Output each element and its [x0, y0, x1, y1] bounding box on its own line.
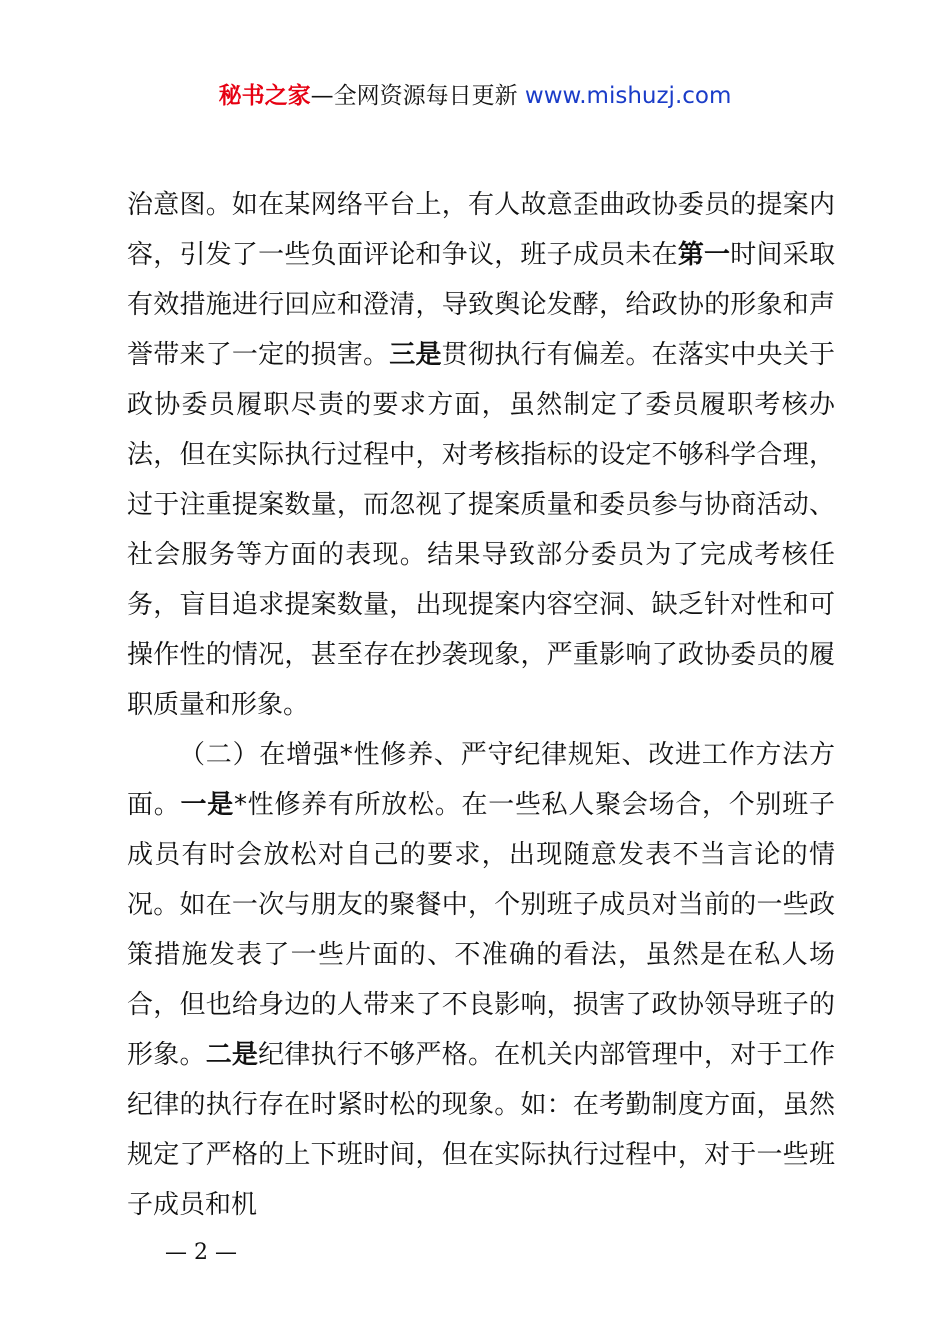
- emphasis-text: 三是: [389, 340, 442, 370]
- site-url[interactable]: www.mishuzj.com: [524, 83, 732, 109]
- emphasis-text: 一是: [180, 790, 234, 820]
- emphasis-text: 第一: [677, 240, 731, 270]
- document-body: [127, 180, 835, 1230]
- body-paragraph: （二）在增强*性修养、严守纪律规矩、改进工作方法方面。一是*性修养有所放松。在一些私人聚会场合，个别班子成员有时会放松对自己的要求，出现随意发表不当言论的情况。如在一次与朋友的聚餐中，个别班子成员对当前的一些政策措施发表了一些片面的、不准确的看法，虽然是在私人场合，但也给身边的人带来了不良影响，损害了政协领导班子的形象。二是纪律执行不够严格。在机关内部管理中，对于工作纪律的执行存在时紧时松的现象。如：在考勤制度方面，虽然规定了严格的上下班时间，但在实际执行过程中，对于一些班子成员和机: [127, 740, 835, 1220]
- site-tagline: —全网资源每日更新: [310, 83, 525, 109]
- site-name: 秘书之家: [218, 83, 311, 109]
- page-number: — 2 —: [165, 1240, 237, 1265]
- emphasis-text: 二是: [205, 1040, 259, 1070]
- section-heading: （二）在增强*性修养、严守纪律规矩、改进工作方法方面。: [127, 740, 835, 820]
- body-paragraph: 治意图。如在某网络平台上，有人故意歪曲政协委员的提案内容，引发了一些负面评论和争议，班子成员未在第一时间采取有效措施进行回应和澄清，导致舆论发酵，给政协的形象和声誉带来了一定的损害。三是贯彻执行有偏差。在落实中央关于政协委员履职尽责的要求方面，虽然制定了委员履职考核办法，但在实际执行过程中，对考核指标的设定不够科学合理，过于注重提案数量，而忽视了提案质量和委员参与协商活动、社会服务等方面的表现。结果导致部分委员为了完成考核任务，盲目追求提案数量，出现提案内容空洞、缺乏针对性和可操作性的情况，甚至存在抄袭现象，严重影响了政协委员的履职质量和形象。: [127, 190, 835, 720]
- site-header: [0, 80, 950, 112]
